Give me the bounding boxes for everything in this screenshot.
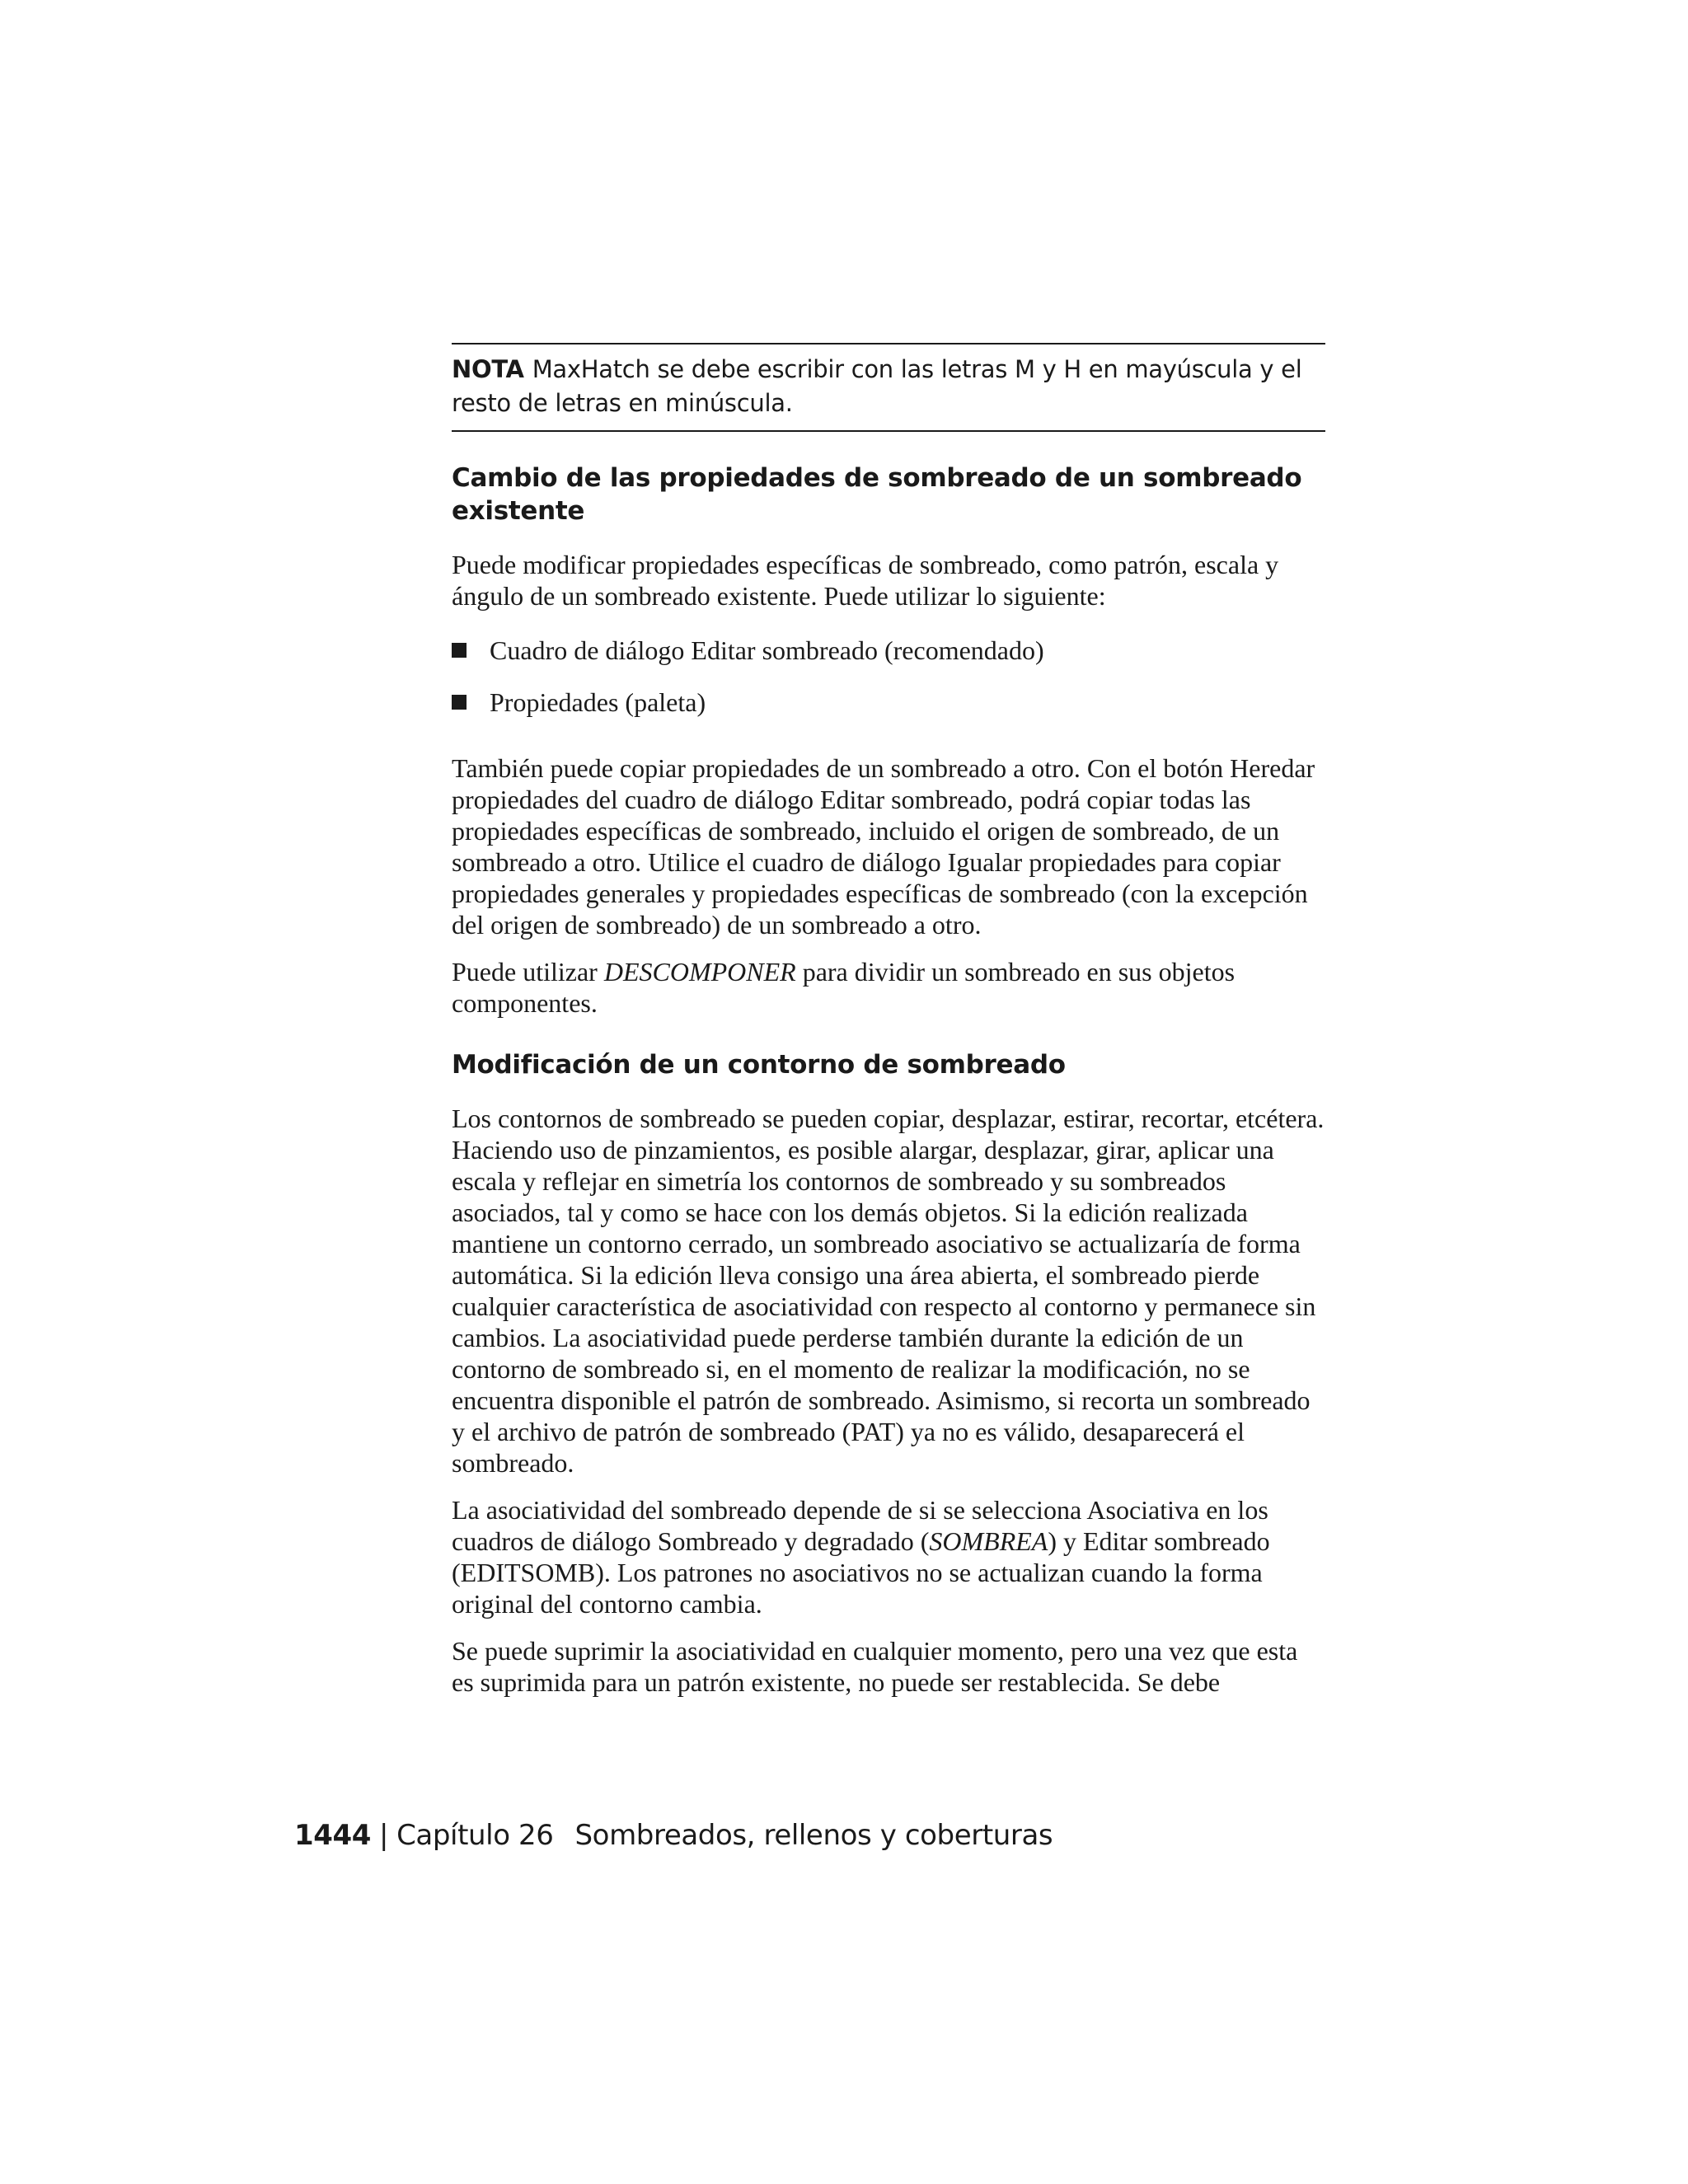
chapter-label: Capítulo 26	[396, 1819, 554, 1852]
paragraph-explode	[452, 956, 1325, 1019]
note-box	[452, 343, 1325, 432]
command-name: SOMBREA	[929, 1526, 1048, 1556]
section-heading-modify-boundary: Modificación de un contorno de sombreado	[452, 1050, 1066, 1080]
paragraph-text: La asociatividad del sombreado depende de si se selecciona Asociativa en los cuadros de diálogo Sombreado y degradado (	[452, 1495, 1268, 1556]
paragraph-text: ) y Editar sombreado (EDITSOMB). Los patrones no asociativos no se actualizan cuando la forma original del contorno cambia.	[452, 1526, 1270, 1619]
page-number: 1444	[294, 1819, 372, 1852]
list-item-text: Cuadro de diálogo Editar sombreado (recomendado)	[490, 635, 1044, 665]
chapter-title: Sombreados, rellenos y coberturas	[574, 1819, 1053, 1852]
bullet-list	[452, 635, 1325, 718]
footer-separator: |	[379, 1819, 389, 1852]
command-name: DESCOMPONER	[603, 957, 796, 987]
list-item	[452, 635, 1325, 666]
paragraph-copy-properties: También puede copiar propiedades de un sombreado a otro. Con el botón Heredar propiedades del cuadro de diálogo Editar sombreado, podrá copiar todas las propiedades específicas de sombreado, incluido el origen de sombreado, de un sombreado a otro. Utilice el cuadro de diálogo Igualar propiedades para copiar propiedades generales y propiedades específicas de sombreado (con la excepción del origen de sombreado) de un sombreado a otro.	[452, 753, 1315, 940]
list-item	[452, 687, 1325, 718]
list-item-text: Propiedades (paleta)	[490, 687, 706, 717]
page-footer	[294, 1817, 1053, 1854]
page-content	[452, 343, 1325, 1713]
paragraph-associativity	[452, 1494, 1325, 1619]
bullet-square-icon	[452, 695, 467, 710]
paragraph-text: Puede utilizar	[452, 957, 604, 987]
paragraph-boundaries: Los contornos de sombreado se pueden copiar, desplazar, estirar, recortar, etcétera. Haciendo uso de pinzamientos, es posible alargar, desplazar, girar, aplicar una escala y reflejar en simetría los contornos de sombreado y su sombreados asociados, tal y como se hace con los demás objetos. Si la edición realizada mantiene un contorno cerrado, un sombreado asociativo se actualizaría de forma automática. Si la edición lleva consigo una área abierta, el sombreado pierde cualquier característica de asociatividad con respecto al contorno y permanece sin cambios. La asociatividad puede perderse también durante la edición de un contorno de sombreado si, en el momento de realizar la modificación, no se encuentra disponible el patrón de sombreado. Asimismo, si recorta un sombreado y el archivo de patrón de sombreado (PAT) ya no es válido, desaparecerá el sombreado.	[452, 1104, 1325, 1478]
section-heading-change-properties: Cambio de las propiedades de sombreado de un sombreado existente	[452, 463, 1302, 526]
paragraph-intro: Puede modificar propiedades específicas de sombreado, como patrón, escala y ángulo de un sombreado existente. Puede utilizar lo siguiente:	[452, 550, 1279, 611]
paragraph-remove-associativity: Se puede suprimir la asociatividad en cualquier momento, pero una vez que esta es suprimida para un patrón existente, no puede ser restablecida. Se debe	[452, 1636, 1298, 1697]
note-text: MaxHatch se debe escribir con las letras M y H en mayúscula y el resto de letras en minúscula.	[452, 355, 1302, 417]
note-label: NOTA	[452, 355, 524, 383]
bullet-square-icon	[452, 643, 467, 658]
paragraph-text: para dividir un sombreado en sus objetos componentes.	[452, 957, 1236, 1018]
